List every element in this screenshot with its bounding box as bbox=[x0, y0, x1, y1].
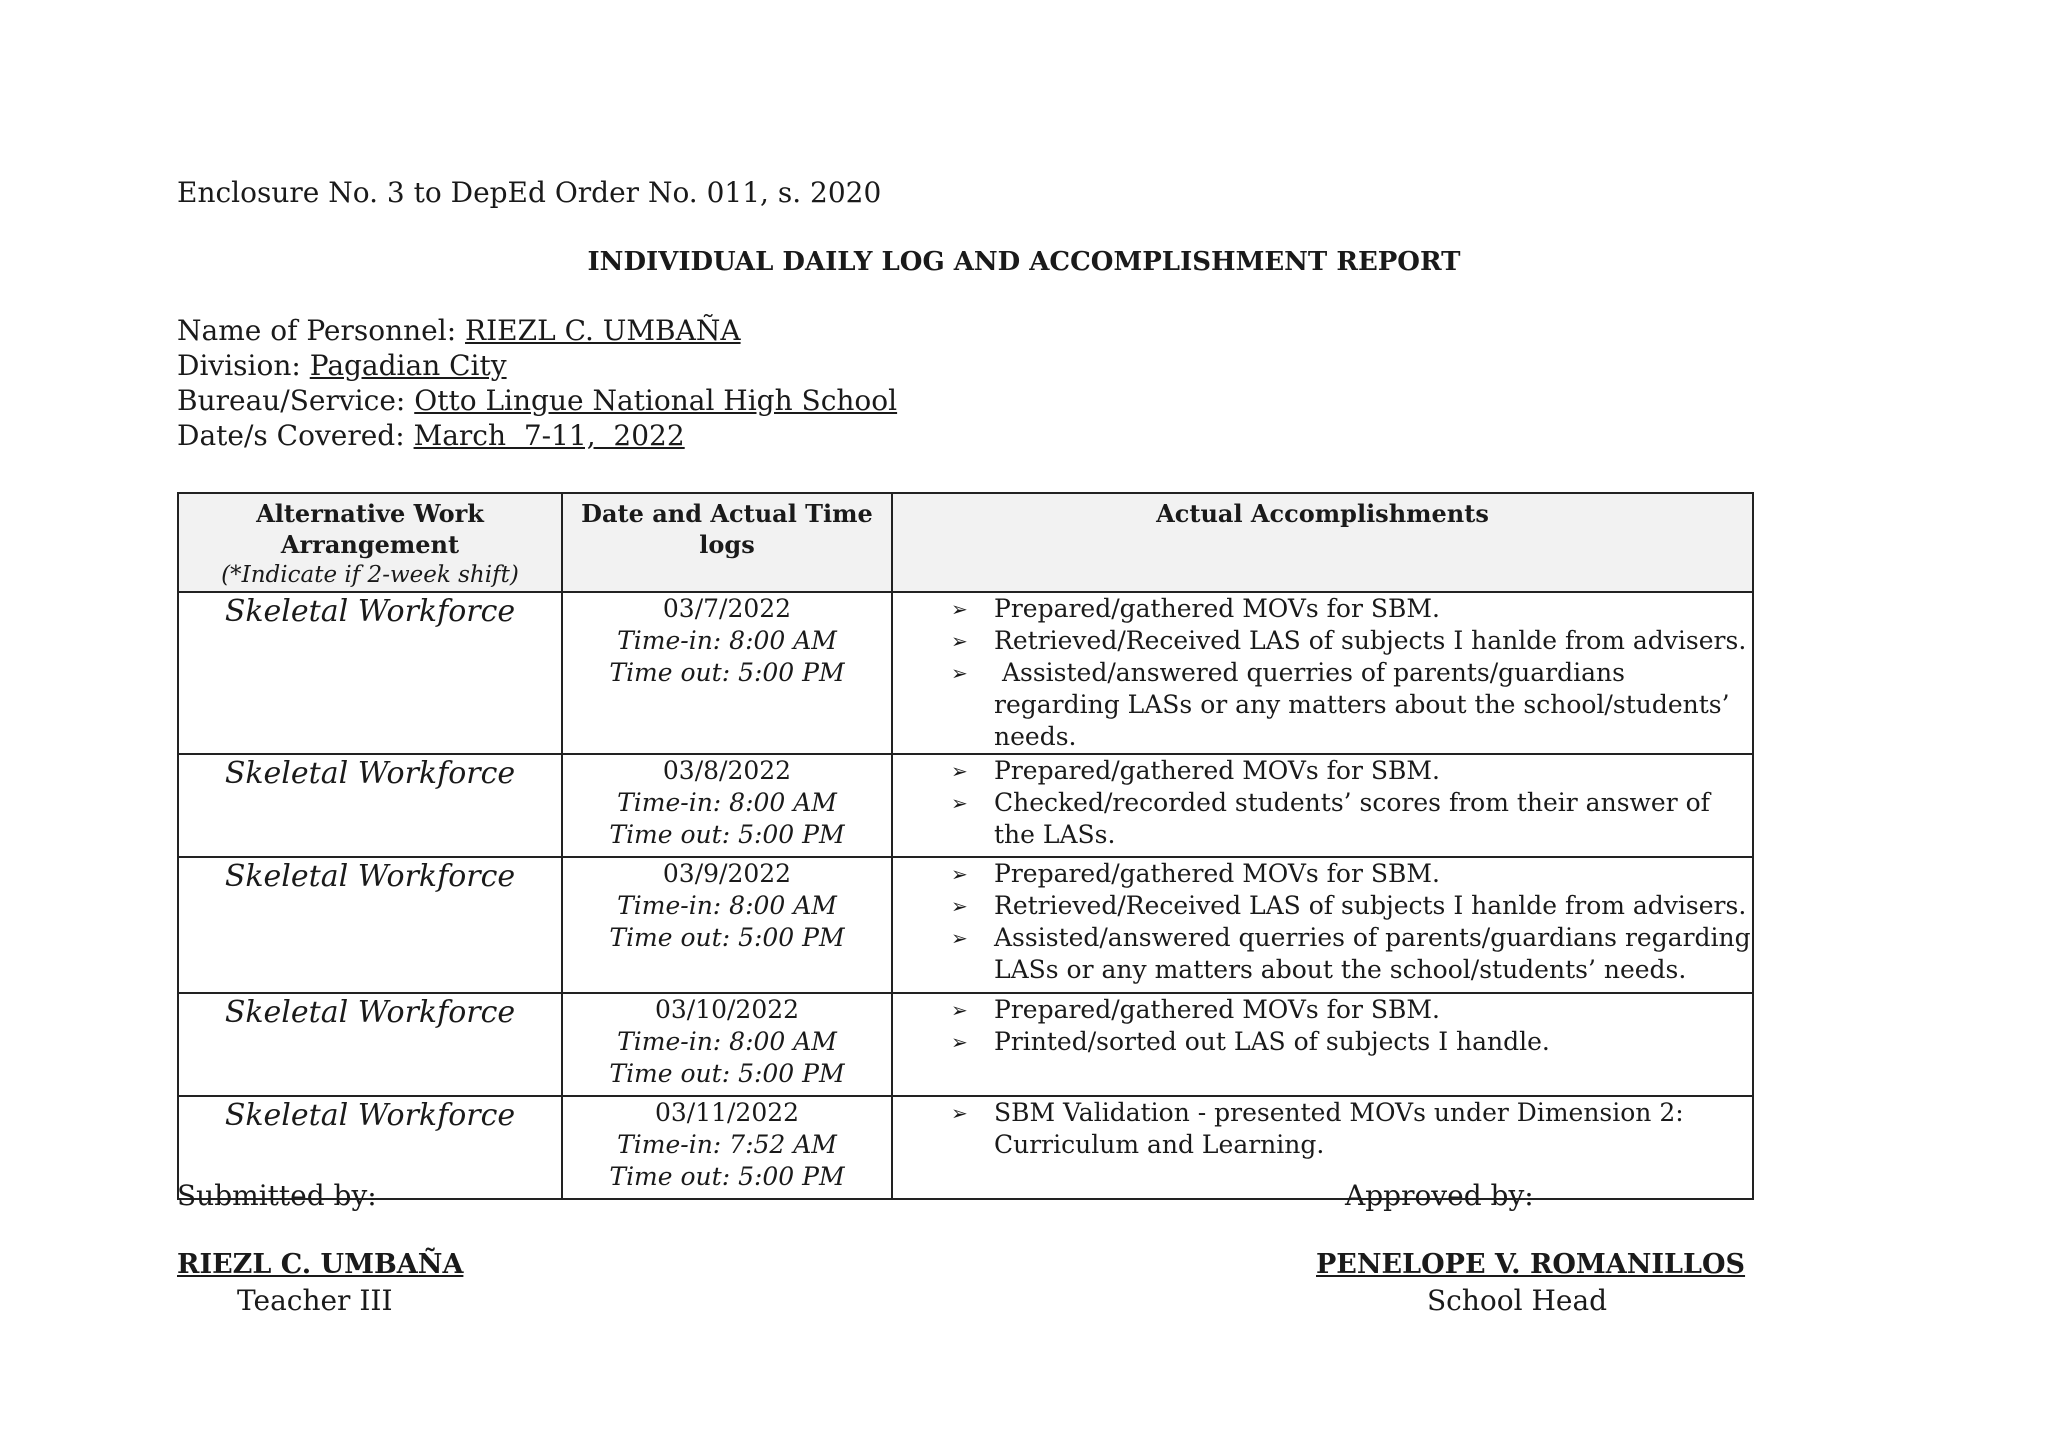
arrangement-cell: Skeletal Workforce bbox=[178, 1096, 562, 1199]
header-date-time bbox=[562, 493, 892, 592]
time-in: Time-in: 8:00 AM bbox=[617, 626, 837, 655]
division-line bbox=[177, 348, 897, 383]
approver-position: School Head bbox=[1427, 1284, 1608, 1317]
submitter-name: RIEZL C. UMBAÑA bbox=[177, 1249, 464, 1280]
accomplishment-text: Checked/recorded students’ scores from their answer of the LASs. bbox=[994, 788, 1710, 849]
log-date: 03/7/2022 bbox=[662, 594, 792, 623]
submitted-by-label: Submitted by: bbox=[177, 1179, 377, 1212]
arrow-bullet-icon: ➢ bbox=[951, 791, 968, 815]
accomplishment-item bbox=[893, 890, 1752, 922]
accomplishment-text: Assisted/answered querries of parents/guardians regarding LASs or any matters about the school/students’ needs. bbox=[994, 923, 1751, 984]
accomplishment-text: SBM Validation - presented MOVs under Dimension 2: Curriculum and Learning. bbox=[994, 1098, 1684, 1159]
date-time-cell bbox=[562, 592, 892, 754]
division-label: Division: bbox=[177, 349, 310, 382]
accomplishment-text: Prepared/gathered MOVs for SBM. bbox=[994, 995, 1440, 1024]
dates-label: Date/s Covered: bbox=[177, 419, 414, 452]
table-row bbox=[178, 993, 1753, 1096]
header-arrangement-note: (*Indicate if 2-week shift) bbox=[221, 562, 519, 588]
accomplishment-text: Retrieved/Received LAS of subjects I hanlde from advisers. bbox=[994, 891, 1747, 920]
time-out: Time out: 5:00 PM bbox=[609, 1059, 845, 1088]
report-title: INDIVIDUAL DAILY LOG AND ACCOMPLISHMENT REPORT bbox=[587, 247, 1461, 277]
arrangement-cell: Skeletal Workforce bbox=[178, 754, 562, 857]
table-row bbox=[178, 754, 1753, 857]
name-of-personnel-line bbox=[177, 313, 897, 348]
name-value: RIEZL C. UMBAÑA bbox=[465, 314, 741, 347]
name-label: Name of Personnel: bbox=[177, 314, 466, 347]
submitter-position: Teacher III bbox=[237, 1284, 393, 1317]
time-out: Time out: 5:00 PM bbox=[609, 923, 845, 952]
time-in: Time-in: 8:00 AM bbox=[617, 788, 837, 817]
accomplishment-text: Retrieved/Received LAS of subjects I hanlde from advisers. bbox=[994, 626, 1747, 655]
arrangement-cell: Skeletal Workforce bbox=[178, 857, 562, 993]
division-value: Pagadian City bbox=[309, 349, 507, 382]
accomplishments-cell bbox=[892, 1096, 1753, 1199]
accomplishment-item bbox=[893, 657, 1752, 753]
time-out: Time out: 5:00 PM bbox=[609, 658, 845, 687]
accomplishment-item bbox=[893, 593, 1752, 625]
accomplishments-cell bbox=[892, 754, 1753, 857]
date-time-cell bbox=[562, 754, 892, 857]
accomplishments-cell bbox=[892, 993, 1753, 1096]
accomplishment-list bbox=[893, 1097, 1752, 1161]
daily-log-table bbox=[177, 492, 1754, 1200]
log-date: 03/9/2022 bbox=[662, 859, 792, 888]
accomplishment-list bbox=[893, 755, 1752, 851]
accomplishment-text: Assisted/answered querries of parents/guardians regarding LASs or any matters about the school/students’ needs. bbox=[994, 658, 1738, 751]
log-date: 03/8/2022 bbox=[662, 756, 792, 785]
accomplishments-cell bbox=[892, 857, 1753, 993]
arrow-bullet-icon: ➢ bbox=[951, 597, 968, 621]
accomplishment-item bbox=[893, 858, 1752, 890]
log-date: 03/10/2022 bbox=[654, 995, 800, 1024]
arrow-bullet-icon: ➢ bbox=[951, 926, 968, 950]
arrow-bullet-icon: ➢ bbox=[951, 894, 968, 918]
time-in: Time-in: 7:52 AM bbox=[617, 1130, 837, 1159]
arrow-bullet-icon: ➢ bbox=[951, 862, 968, 886]
accomplishment-item bbox=[893, 1097, 1752, 1161]
enclosure-reference: Enclosure No. 3 to DepEd Order No. 011, s. 2020 bbox=[177, 176, 882, 209]
approver-name: PENELOPE V. ROMANILLOS bbox=[1316, 1249, 1746, 1280]
date-time-cell bbox=[562, 993, 892, 1096]
time-out: Time out: 5:00 PM bbox=[609, 820, 845, 849]
header-date-line1: Date and Actual Time bbox=[581, 499, 873, 528]
table-row bbox=[178, 592, 1753, 754]
accomplishment-text: Prepared/gathered MOVs for SBM. bbox=[994, 859, 1440, 888]
arrow-bullet-icon: ➢ bbox=[951, 1101, 968, 1125]
header-date-line2: logs bbox=[699, 530, 755, 559]
bureau-line bbox=[177, 383, 897, 418]
date-time-cell bbox=[562, 857, 892, 993]
table-header-row bbox=[178, 493, 1753, 592]
time-in: Time-in: 8:00 AM bbox=[617, 1027, 837, 1056]
accomplishment-list bbox=[893, 994, 1752, 1058]
accomplishment-item bbox=[893, 994, 1752, 1026]
header-accomplishments: Actual Accomplishments bbox=[892, 493, 1753, 592]
arrow-bullet-icon: ➢ bbox=[951, 1030, 968, 1054]
accomplishment-item bbox=[893, 922, 1752, 986]
dates-covered-line bbox=[177, 418, 897, 453]
accomplishments-cell bbox=[892, 592, 1753, 754]
accomplishment-item bbox=[893, 625, 1752, 657]
accomplishment-item bbox=[893, 755, 1752, 787]
header-arrangement bbox=[178, 493, 562, 592]
arrow-bullet-icon: ➢ bbox=[951, 759, 968, 783]
accomplishment-item bbox=[893, 787, 1752, 851]
arrangement-cell: Skeletal Workforce bbox=[178, 993, 562, 1096]
accomplishment-list bbox=[893, 593, 1752, 753]
time-out: Time out: 5:00 PM bbox=[609, 1162, 845, 1191]
accomplishment-item bbox=[893, 1026, 1752, 1058]
accomplishment-text: Prepared/gathered MOVs for SBM. bbox=[994, 594, 1440, 623]
header-arrangement-line1: Alternative Work bbox=[256, 499, 484, 528]
arrow-bullet-icon: ➢ bbox=[951, 661, 968, 685]
accomplishment-text: Prepared/gathered MOVs for SBM. bbox=[994, 756, 1440, 785]
personnel-info bbox=[177, 313, 897, 453]
time-in: Time-in: 8:00 AM bbox=[617, 891, 837, 920]
approved-by-label: Approved by: bbox=[1345, 1179, 1534, 1212]
accomplishment-text: Printed/sorted out LAS of subjects I handle. bbox=[994, 1027, 1550, 1056]
arrow-bullet-icon: ➢ bbox=[951, 998, 968, 1022]
header-arrangement-line2: Arrangement bbox=[280, 530, 460, 559]
log-date: 03/11/2022 bbox=[654, 1098, 800, 1127]
bureau-label: Bureau/Service: bbox=[177, 384, 415, 417]
dates-value: March 7-11, 2022 bbox=[413, 419, 685, 452]
table-row bbox=[178, 857, 1753, 993]
arrow-bullet-icon: ➢ bbox=[951, 629, 968, 653]
accomplishment-list bbox=[893, 858, 1752, 986]
bureau-value: Otto Lingue National High School bbox=[414, 384, 898, 417]
arrangement-cell: Skeletal Workforce bbox=[178, 592, 562, 754]
date-time-cell bbox=[562, 1096, 892, 1199]
